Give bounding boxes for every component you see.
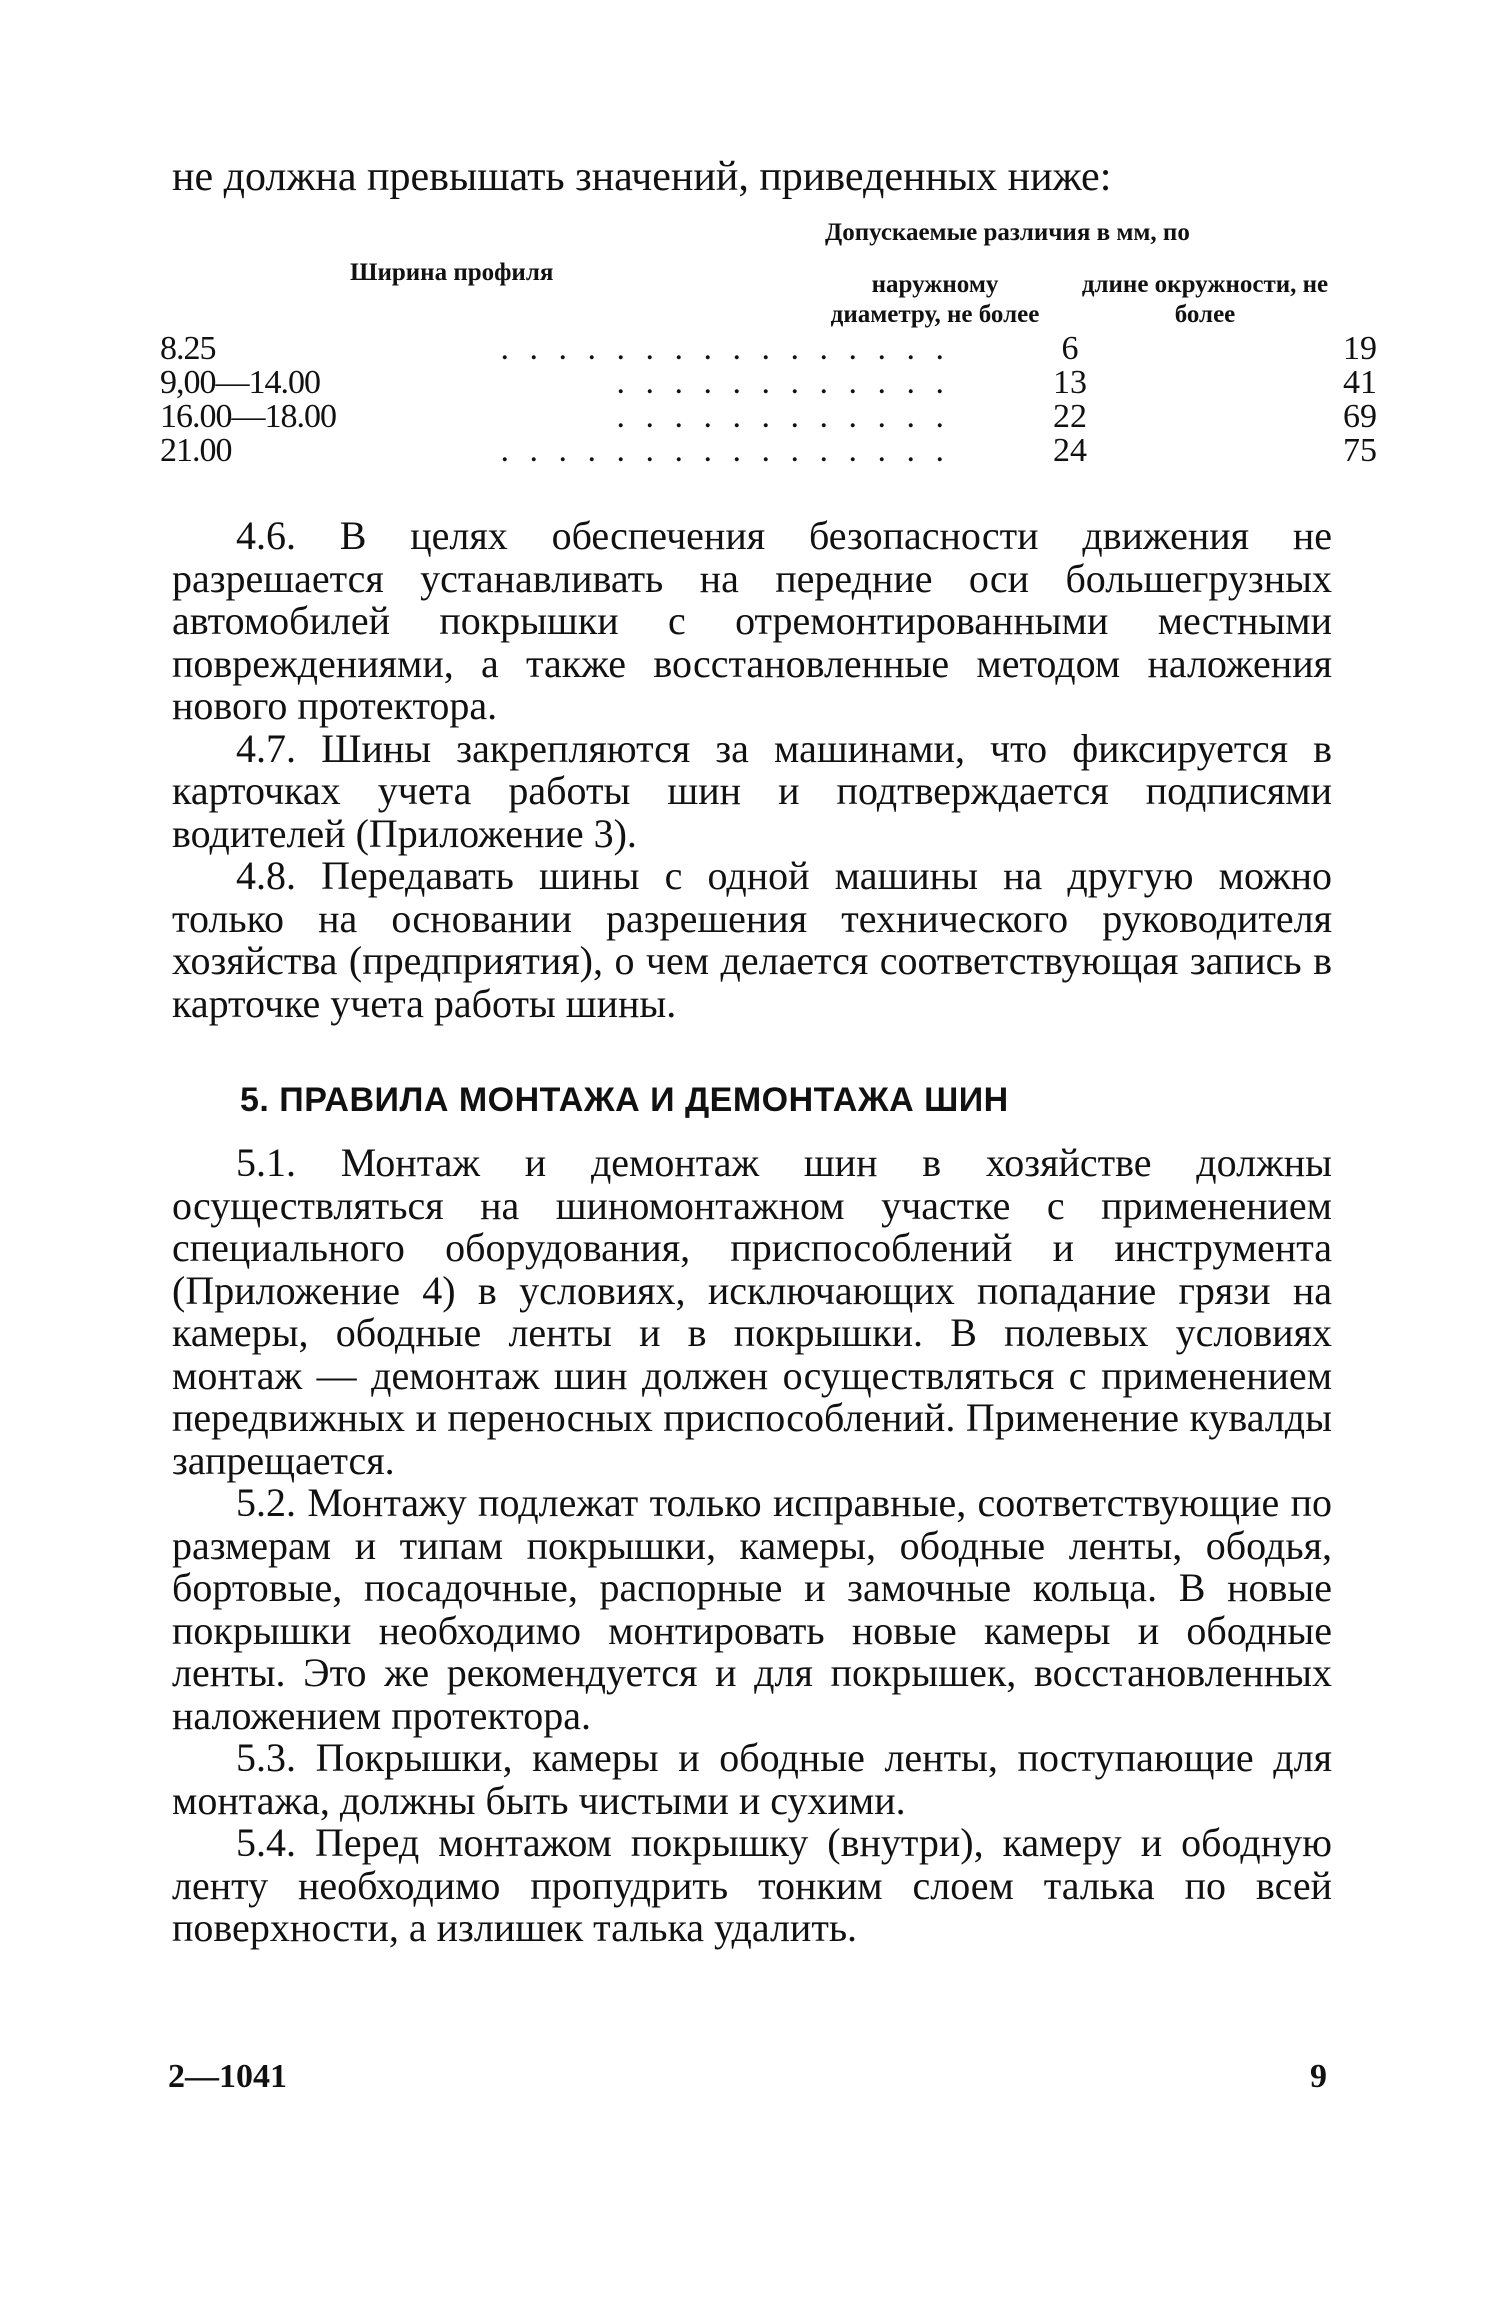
paragraph-5-3: 5.3. Покрышки, камеры и ободные ленты, поступающие для монтажа, должны быть чистыми и сухими.	[172, 1735, 1332, 1823]
row-profile-width: 9,00—14.00	[160, 364, 320, 401]
tolerance-table	[160, 330, 1377, 469]
table-header-profile-width: Ширина профиля	[350, 259, 554, 286]
row-leader-dots: . . . . . . . . . . . . . . . .	[500, 432, 950, 469]
paragraph-5-2: 5.2. Монтажу подлежат только исправные, соответствующие по размерам и типам покрышки, камеры, ободные ленты, ободья, бортовые, посадочные, распорные и замочные кольца. В новые покрышки необходимо монтировать новые камеры и ободные ленты. Это же рекомендуется и для покрышек, восстановленных наложением протектора.	[172, 1480, 1332, 1738]
table-row	[160, 432, 1377, 469]
row-leader-dots: . . . . . . . . . . . . . . . .	[500, 330, 950, 367]
row-leader-dots: . . . . . . . . . . . .	[616, 364, 950, 401]
row-diameter-value: 24	[1053, 432, 1087, 469]
page-number: 9	[1310, 2058, 1327, 2095]
row-circumference-value: 75	[1343, 432, 1377, 469]
printer-signature: 2—1041	[168, 2058, 287, 2095]
row-circumference-value: 41	[1343, 364, 1377, 401]
table-header-group: Допускаемые различия в мм, по	[825, 219, 1190, 246]
table-header-circumference: длине окружности, не более	[1081, 271, 1329, 328]
row-circumference-value: 69	[1343, 398, 1377, 435]
table-row	[160, 330, 1377, 367]
row-circumference-value: 19	[1343, 330, 1377, 367]
table-header-diameter: наружному диаметру, не более	[830, 271, 1040, 328]
row-diameter-value: 22	[1053, 398, 1087, 435]
table-row	[160, 364, 1377, 401]
paragraph-4-6: 4.6. В целях обеспечения безопасности движения не разрешается устанавливать на передние оси большегрузных автомобилей покрышки с отремонтированными местными повреждениями, а также восстановленные методом наложения нового протектора.	[172, 513, 1332, 728]
paragraph-5-4: 5.4. Перед монтажом покрышку (внутри), камеру и ободную ленту необходимо пропудрить тонким слоем талька по всей поверхности, а излишек талька удалить.	[172, 1820, 1332, 1950]
paragraph-4-8: 4.8. Передавать шины с одной машины на другую можно только на основании разрешения технического руководителя хозяйства (предприятия), о чем делается соответствующая запись в карточке учета работы шины.	[172, 853, 1332, 1026]
intro-line: не должна превышать значений, приведенных ниже:	[172, 154, 1112, 200]
table-row	[160, 398, 1377, 435]
row-diameter-value: 6	[1061, 330, 1079, 367]
section-4-paragraphs	[172, 515, 1332, 1025]
section-heading: 5. ПРАВИЛА МОНТАЖА И ДЕМОНТАЖА ШИН	[240, 1081, 1009, 1119]
row-leader-dots: . . . . . . . . . . . .	[616, 398, 950, 435]
row-profile-width: 21.00	[160, 432, 232, 469]
paragraph-5-1: 5.1. Монтаж и демонтаж шин в хозяйстве должны осуществляться на шиномонтажном участке с применением специального оборудования, приспособлений и инструмента (Приложение 4) в условиях, исключающих попадание грязи на камеры, ободные ленты и в покрышки. В полевых условиях монтаж — демонтаж шин должен осуществляться с применением передвижных и переносных приспособлений. Применение кувалды запрещается.	[172, 1140, 1332, 1483]
row-profile-width: 16.00—18.00	[160, 398, 336, 435]
section-5-paragraphs	[172, 1142, 1332, 1950]
row-profile-width: 8.25	[160, 330, 216, 367]
paragraph-4-7: 4.7. Шины закрепляются за машинами, что фиксируется в карточках учета работы шин и подтверждается подписями водителей (Приложение 3).	[172, 725, 1332, 856]
row-diameter-value: 13	[1053, 364, 1087, 401]
